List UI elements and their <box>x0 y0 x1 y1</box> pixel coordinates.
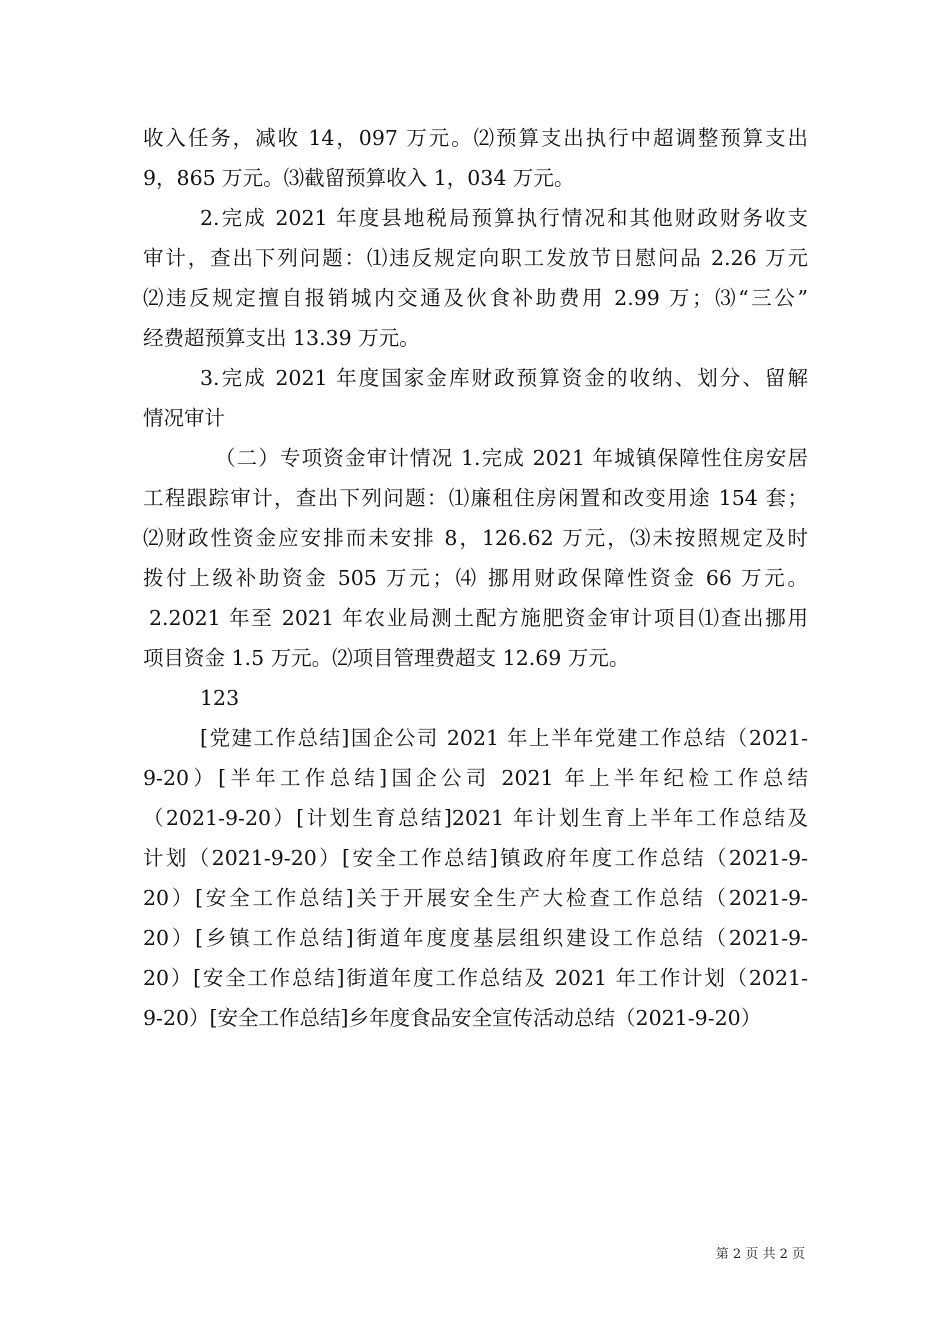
document-body <box>143 118 808 1038</box>
text-line: 3.完成 2021 年度国家金库财政预算资金的收纳、划分、留解 <box>200 366 808 390</box>
text-line: ⑵财政性资金应安排而未安排 8，126.62 万元，⑶未按照规定及时 <box>143 526 808 550</box>
page-number: 第 2 页 共 2 页 <box>715 1247 805 1262</box>
text-line: 经费超预算支出 13.39 万元。 <box>143 326 420 350</box>
text-line: （2021-9-20）[计划生育总结]2021 年计划生育上半年工作总结及 <box>143 806 808 830</box>
text-line: 项目资金 1.5 万元。⑵项目管理费超支 12.69 万元。 <box>143 646 630 670</box>
text-line: 9，865 万元。⑶截留预算收入 1，034 万元。 <box>143 166 575 190</box>
text-line: ⑵违反规定擅自报销城内交通及伙食补助费用 2.99 万；⑶“三公” <box>143 286 808 310</box>
text-line: 2.2021 年至 2021 年农业局测土配方施肥资金审计项目⑴查出挪用 <box>149 606 808 630</box>
text-line: 工程跟踪审计，查出下列问题：⑴廉租住房闲置和改变用途 154 套； <box>143 486 808 510</box>
text-line: 123 <box>200 686 240 710</box>
text-line: 9-20）[半年工作总结]国企公司 2021 年上半年纪检工作总结 <box>143 766 808 790</box>
text-line: [党建工作总结]国企公司 2021 年上半年党建工作总结（2021- <box>200 726 808 750</box>
text-line: 20）[乡镇工作总结]街道年度度基层组织建设工作总结（2021-9- <box>143 926 808 950</box>
text-line: 20）[安全工作总结]关于开展安全生产大检查工作总结（2021-9- <box>143 886 808 910</box>
text-line: 2.完成 2021 年度县地税局预算执行情况和其他财政财务收支 <box>200 206 808 230</box>
text-line: 情况审计 <box>143 406 225 430</box>
text-line: 审计，查出下列问题：⑴违反规定向职工发放节日慰问品 2.26 万元 <box>143 246 808 270</box>
text-line: （二）专项资金审计情况 1.完成 2021 年城镇保障性住房安居 <box>215 446 808 470</box>
text-line: 计划（2021-9-20）[安全工作总结]镇政府年度工作总结（2021-9- <box>143 846 808 870</box>
text-line: 拨付上级补助资金 505 万元；⑷ 挪用财政保障性资金 66 万元。 <box>143 566 808 590</box>
text-line: 20）[安全工作总结]街道年度工作总结及 2021 年工作计划（2021- <box>143 966 808 990</box>
text-line: 9-20）[安全工作总结]乡年度食品安全宣传活动总结（2021-9-20） <box>143 1006 762 1030</box>
text-line: 收入任务，减收 14，097 万元。⑵预算支出执行中超调整预算支出 <box>143 126 808 150</box>
